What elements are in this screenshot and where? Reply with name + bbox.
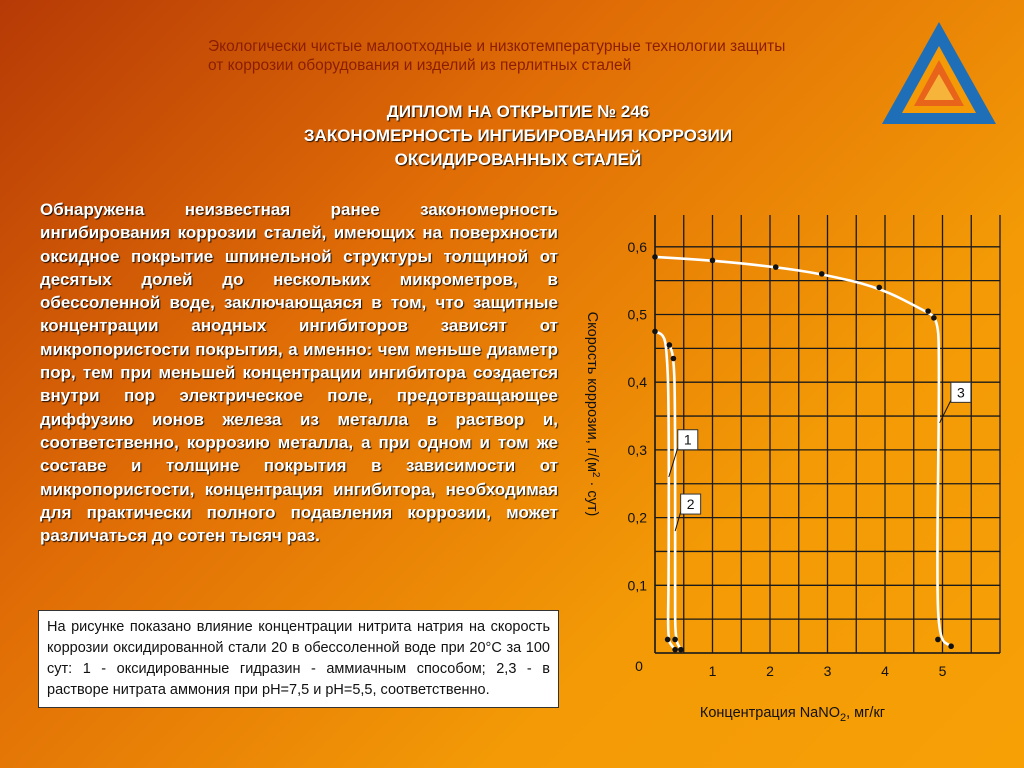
y-tick-label: 0,3 [627, 441, 647, 458]
y-tick-label: 0,4 [627, 374, 647, 391]
title-line-3: ОКСИДИРОВАННЫХ СТАЛЕЙ [394, 150, 642, 169]
origin-label: 0 [635, 658, 643, 674]
data-point [665, 637, 671, 643]
corrosion-chart [560, 195, 1010, 735]
header-line-1: Экологически чистые малоотходные и низкотемпературные технологии защиты [208, 38, 786, 55]
data-point [672, 647, 678, 653]
annotation-label-3: 3 [957, 384, 965, 401]
data-point [710, 258, 716, 264]
y-tick-label: 0,6 [627, 238, 647, 255]
data-point [876, 285, 882, 291]
header-subtitle [208, 37, 868, 75]
data-point [671, 356, 677, 362]
x-tick-label: 2 [766, 663, 774, 679]
y-tick-label: 0,2 [627, 509, 647, 526]
data-point [773, 264, 779, 270]
annotation-label-1: 1 [683, 431, 692, 448]
curve-series-2 [669, 345, 681, 650]
curve-series-3 [655, 257, 951, 646]
x-tick-label: 1 [708, 663, 717, 679]
discovery-description: Обнаружена неизвестная ранее закономерность ингибирования коррозии сталей, имеющих на поверхности оксидное покрытие шпинельной структуры толщиной от десятых долей до нескольких микрометров, в обессоленной воде, заключающаяся в том, что защитные концентрации анодных ингибиторов зависят от микропористости покрытия, а именно: чем меньше диаметр пор, тем при меньшей концентрации ингибитора создается внутри пор электрическое поле, предотвращающее диффузию ионов железа из металла в раствор и, соответственно, коррозию металла, а при одном и том же составе и толщине покрытия в зависимости от микропористости, концентрация ингибитора, необходимая для практически полного подавления коррозии, может различаться до сотен тысяч раз. [40, 200, 558, 546]
figure-caption: На рисунке показано влияние концентрации нитрита натрия на скорость коррозии оксидированной стали 20 в обессоленной воде при 20°С за 100 сут: 1 - оксидированные гидразин - аммиачным способом; 2,3 - в растворе нитрата аммония при рН=7,5 и рН=5,5, соответственно. [38, 610, 559, 708]
y-tick-label: 0,5 [627, 306, 647, 323]
annotation-leader [669, 448, 678, 477]
data-point [948, 643, 954, 649]
data-point [819, 271, 825, 277]
data-point [925, 308, 931, 314]
x-axis-label: Концентрация NaNO$_2$, мг/кг [699, 705, 886, 724]
curve-series-1 [655, 331, 675, 649]
data-point [672, 637, 678, 643]
title-line-2: ЗАКОНОМЕРНОСТЬ ИНГИБИРОВАНИЯ КОРРОЗИИ [303, 126, 733, 145]
annotation-label-2: 2 [686, 496, 695, 513]
data-point [667, 342, 673, 348]
header-line-2: от коррозии оборудования и изделий из перлитных сталей [208, 57, 632, 74]
logo [880, 20, 998, 126]
title-line-1: ДИПЛОМ НА ОТКРЫТИЕ № 246 [386, 102, 650, 121]
data-point [652, 254, 658, 260]
data-point [935, 637, 941, 643]
x-tick-label: 4 [881, 663, 889, 679]
annotation-leader [940, 400, 951, 422]
data-point [931, 315, 937, 321]
page-title [180, 100, 856, 172]
data-point [652, 329, 658, 335]
data-point [678, 647, 684, 653]
y-tick-label: 0,1 [627, 577, 647, 594]
x-tick-label: 5 [938, 663, 947, 679]
x-tick-label: 3 [823, 663, 832, 679]
y-axis-label: Скорость коррозии, $г/(м^2 \cdot сут)$ [584, 311, 601, 517]
